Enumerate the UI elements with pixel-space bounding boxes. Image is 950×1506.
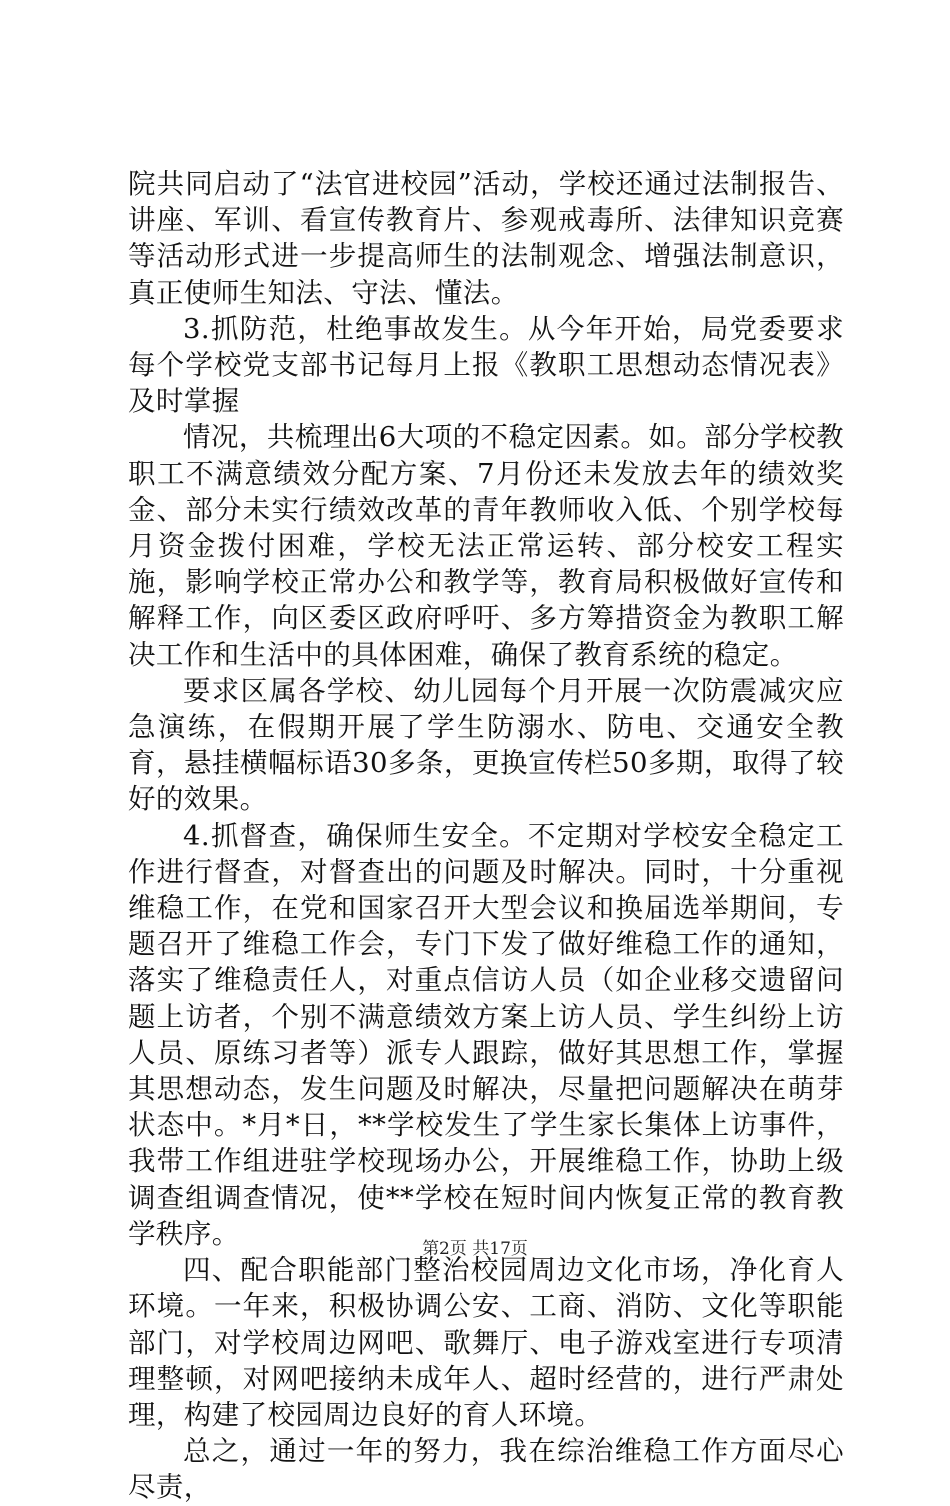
paragraph-6: 四、配合职能部门整治校园周边文化市场，净化育人环境。一年来，积极协调公安、工商、消防、文化等职能部门，对学校周边网吧、歌舞厅、电子游戏室进行专项清理整顿，对网吧接纳未成年人、超时经营的，进行严肃处理，构建了校园周边良好的育人环境。 — [128, 1254, 844, 1431]
paragraph-5: 4.抓督查，确保师生安全。不定期对学校安全稳定工作进行督查，对督查出的问题及时解决。同时，十分重视维稳工作，在党和国家召开大型会议和换届选举期间，专题召开了维稳工作会，专门下发了做好维稳工作的通知，落实了维稳责任人，对重点信访人员（如企业移交遗留问题上访者，个别不满意绩效方案上访人员、学生纠纷上访人员、原练习者等）派专人跟踪，做好其思想工作，掌握其思想动态，发生问题及时解决，尽量把问题解决在萌芽状态中。*月*日，**学校发生了学生家长集体上访事件，我带工作组进驻学校现场办公，开展维稳工作，协助上级调查组调查情况，使**学校在短时间内恢复正常的教育教学秩序。 — [128, 819, 844, 1250]
paragraph-4: 要求区属各学校、幼儿园每个月开展一次防震减灾应急演练，在假期开展了学生防溺水、防电、交通安全教育，悬挂横幅标语30多条，更换宣传栏50多期，取得了较好的效果。 — [128, 674, 844, 816]
paragraph-1: 院共同启动了“法官进校园”活动，学校还通过法制报告、讲座、军训、看宣传教育片、参观戒毒所、法律知识竞赛等活动形式进一步提高师生的法制观念、增强法制意识，真正使师生知法、守法、懂法。 — [128, 168, 844, 309]
paragraph-7: 总之，通过一年的努力，我在综治维稳工作方面尽心尽责， — [128, 1435, 844, 1504]
paragraph-2: 3.抓防范，杜绝事故发生。从今年开始，局党委要求每个学校党支部书记每月上报《教职工思想动态情况表》及时掌握 — [128, 312, 844, 418]
document-body — [128, 166, 844, 1506]
paragraph-3: 情况，共梳理出6大项的不稳定因素。如。部分学校教职工不满意绩效分配方案、7月份还未发放去年的绩效奖金、部分未实行绩效改革的青年教师收入低、个别学校每月资金拨付困难，学校无法正常运转、部分校安工程实施，影响学校正常办公和教学等，教育局积极做好宣传和解释工作，向区委区政府呼吁、多方筹措资金为教职工解决工作和生活中的具体困难，确保了教育系统的稳定。 — [128, 421, 844, 671]
page-footer: 第2页 共17页 — [422, 1239, 528, 1259]
